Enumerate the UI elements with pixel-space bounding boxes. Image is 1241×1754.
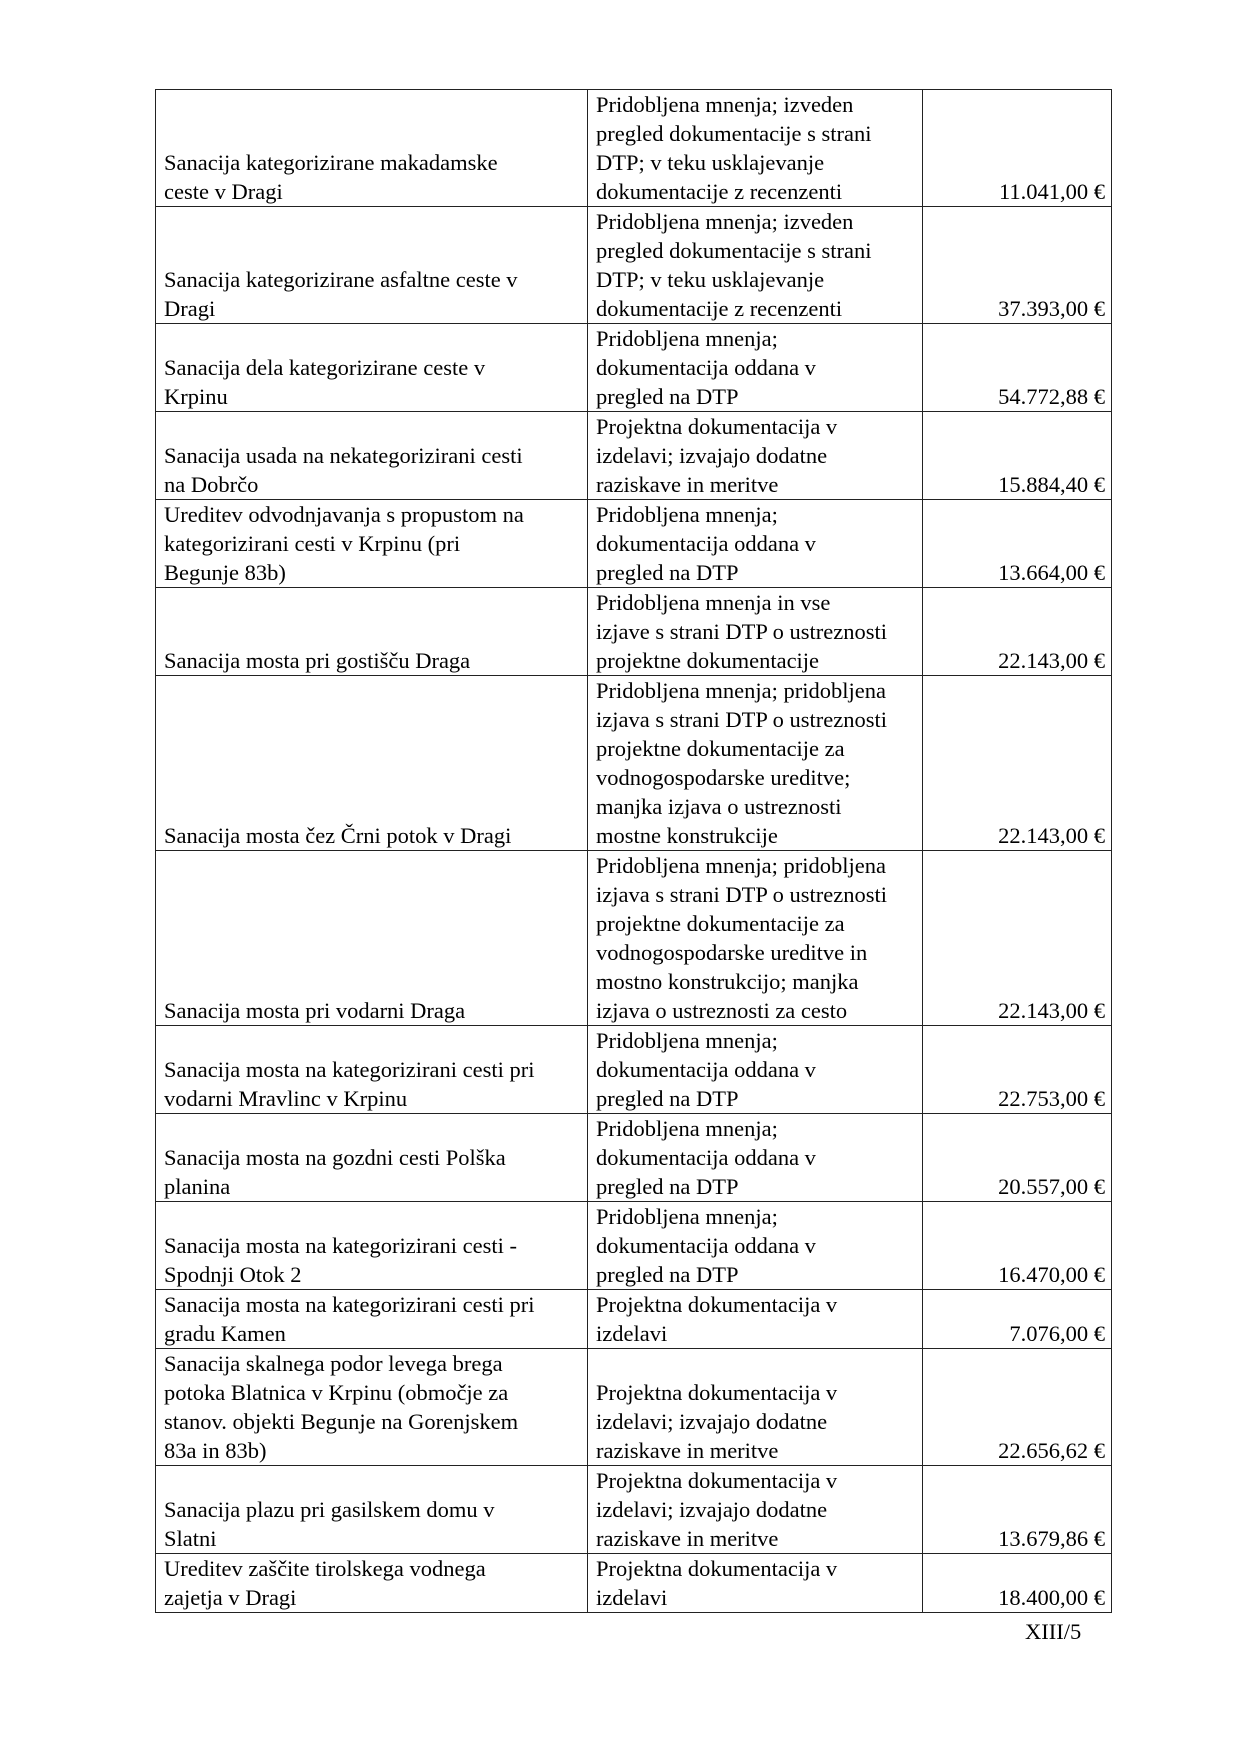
table-body: [156, 90, 1112, 1613]
project-name-cell: Sanacija skalnega podor levega brega potoka Blatnica v Krpinu (območje za stanov. objekti Begunje na Gorenjskem 83a in 83b): [156, 1349, 588, 1466]
status-cell: Projektna dokumentacija v izdelavi: [588, 1290, 923, 1349]
table-row: [156, 412, 1112, 500]
project-name-cell: Sanacija usada na nekategorizirani cesti na Dobrčo: [156, 412, 588, 500]
project-name-cell: Sanacija mosta pri vodarni Draga: [156, 851, 588, 1026]
status-cell: Pridobljena mnenja; dokumentacija oddana v pregled na DTP: [588, 1114, 923, 1202]
table-row: [156, 1026, 1112, 1114]
status-cell: Pridobljena mnenja; dokumentacija oddana v pregled na DTP: [588, 500, 923, 588]
amount-cell: 13.664,00 €: [923, 500, 1112, 588]
table-row: [156, 588, 1112, 676]
amount-cell: 22.753,00 €: [923, 1026, 1112, 1114]
project-name-cell: Sanacija kategorizirane asfaltne ceste v Dragi: [156, 207, 588, 324]
table-row: [156, 1466, 1112, 1554]
amount-cell: 54.772,88 €: [923, 324, 1112, 412]
amount-cell: 22.656,62 €: [923, 1349, 1112, 1466]
status-cell: Pridobljena mnenja; pridobljena izjava s strani DTP o ustreznosti projektne dokumentacije za vodnogospodarske ureditve; manjka izjava o ustreznosti mostne konstrukcije: [588, 676, 923, 851]
project-name-cell: Sanacija mosta na kategorizirani cesti pri vodarni Mravlinc v Krpinu: [156, 1026, 588, 1114]
amount-cell: 37.393,00 €: [923, 207, 1112, 324]
amount-cell: 22.143,00 €: [923, 851, 1112, 1026]
status-cell: Pridobljena mnenja; izveden pregled dokumentacije s strani DTP; v teku usklajevanje dokumentacije z recenzenti: [588, 207, 923, 324]
project-table: [155, 89, 1112, 1613]
table-row: [156, 1349, 1112, 1466]
amount-cell: 16.470,00 €: [923, 1202, 1112, 1290]
status-cell: Pridobljena mnenja; pridobljena izjava s strani DTP o ustreznosti projektne dokumentacije za vodnogospodarske ureditve in mostno konstrukcijo; manjka izjava o ustreznosti za cesto: [588, 851, 923, 1026]
status-cell: Projektna dokumentacija v izdelavi: [588, 1554, 923, 1613]
project-name-cell: Sanacija mosta na gozdni cesti Polška planina: [156, 1114, 588, 1202]
status-cell: Projektna dokumentacija v izdelavi; izvajajo dodatne raziskave in meritve: [588, 1349, 923, 1466]
status-cell: Pridobljena mnenja; dokumentacija oddana v pregled na DTP: [588, 1026, 923, 1114]
project-name-cell: Ureditev odvodnjavanja s propustom na kategorizirani cesti v Krpinu (pri Begunje 83b): [156, 500, 588, 588]
table-row: [156, 90, 1112, 207]
table-row: [156, 1290, 1112, 1349]
page-number: XIII/5: [1025, 1619, 1082, 1644]
project-name-cell: Sanacija kategorizirane makadamske ceste v Dragi: [156, 90, 588, 207]
amount-cell: 7.076,00 €: [923, 1290, 1112, 1349]
project-name-cell: Sanacija plazu pri gasilskem domu v Slatni: [156, 1466, 588, 1554]
table-row: [156, 500, 1112, 588]
amount-cell: 22.143,00 €: [923, 588, 1112, 676]
table-row: [156, 1554, 1112, 1613]
amount-cell: 20.557,00 €: [923, 1114, 1112, 1202]
table-row: [156, 851, 1112, 1026]
project-name-cell: Sanacija dela kategorizirane ceste v Krpinu: [156, 324, 588, 412]
table-row: [156, 1202, 1112, 1290]
status-cell: Pridobljena mnenja; dokumentacija oddana v pregled na DTP: [588, 324, 923, 412]
status-cell: Projektna dokumentacija v izdelavi; izvajajo dodatne raziskave in meritve: [588, 1466, 923, 1554]
project-name-cell: Sanacija mosta na kategorizirani cesti pri gradu Kamen: [156, 1290, 588, 1349]
project-name-cell: Sanacija mosta na kategorizirani cesti - Spodnji Otok 2: [156, 1202, 588, 1290]
table-row: [156, 676, 1112, 851]
status-cell: Projektna dokumentacija v izdelavi; izvajajo dodatne raziskave in meritve: [588, 412, 923, 500]
table-row: [156, 207, 1112, 324]
project-name-cell: Sanacija mosta pri gostišču Draga: [156, 588, 588, 676]
amount-cell: 22.143,00 €: [923, 676, 1112, 851]
amount-cell: 13.679,86 €: [923, 1466, 1112, 1554]
table-row: [156, 1114, 1112, 1202]
table-row: [156, 324, 1112, 412]
amount-cell: 15.884,40 €: [923, 412, 1112, 500]
amount-cell: 18.400,00 €: [923, 1554, 1112, 1613]
status-cell: Pridobljena mnenja in vse izjave s strani DTP o ustreznosti projektne dokumentacije: [588, 588, 923, 676]
project-name-cell: Ureditev zaščite tirolskega vodnega zajetja v Dragi: [156, 1554, 588, 1613]
status-cell: Pridobljena mnenja; izveden pregled dokumentacije s strani DTP; v teku usklajevanje dokumentacije z recenzenti: [588, 90, 923, 207]
amount-cell: 11.041,00 €: [923, 90, 1112, 207]
status-cell: Pridobljena mnenja; dokumentacija oddana v pregled na DTP: [588, 1202, 923, 1290]
project-name-cell: Sanacija mosta čez Črni potok v Dragi: [156, 676, 588, 851]
